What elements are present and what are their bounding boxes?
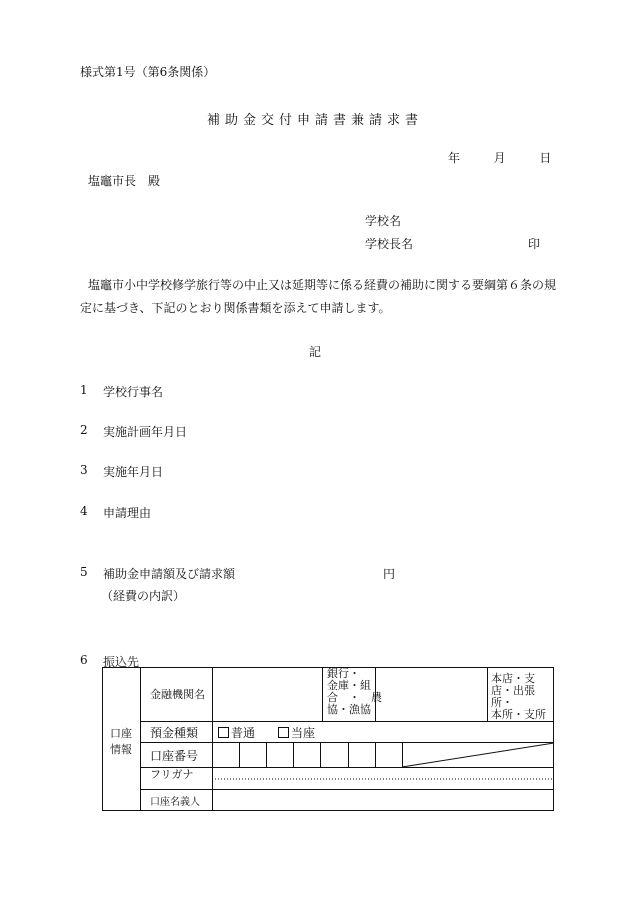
expense-breakdown-label: （経費の内訳） [101, 589, 186, 603]
item-number: 6 [80, 653, 88, 667]
deposit-option-checking[interactable]: 当座 [278, 722, 315, 742]
date-month: 月 [493, 151, 506, 165]
body-text-line-2: 定に基づき、下記のとおり関係書類を添えて申請します。 [80, 301, 391, 315]
item-number: 2 [80, 423, 88, 437]
item-event-name: 学校行事名 [103, 385, 164, 399]
deposit-option-regular[interactable]: 普通 [218, 722, 255, 742]
branch-name-field[interactable] [376, 667, 487, 721]
item-planned-date: 実施計画年月日 [103, 425, 188, 439]
item-amount: 補助金申請額及び請求額 [103, 567, 236, 581]
branch-type-options: 本店・支 店・出張所・ 本所・支所 [491, 672, 546, 721]
account-holder-field[interactable] [213, 790, 553, 810]
bank-name-field[interactable] [213, 667, 322, 721]
date-line [448, 149, 551, 166]
school-name-label: 学校名 [365, 214, 402, 228]
bank-name-label: 金融機関名 [150, 688, 205, 701]
addressee: 塩竈市長 殿 [88, 174, 161, 188]
item-actual-date: 実施年月日 [103, 465, 164, 479]
account-holder-label: 口座名義人 [150, 796, 200, 808]
item-number: 3 [80, 463, 88, 477]
account-number-label: 口座番号 [150, 748, 199, 763]
document-title: 補助金交付申請書兼請求書 [206, 113, 423, 128]
date-year: 年 [448, 151, 461, 165]
principal-name-label: 学校長名 [365, 237, 414, 251]
account-info-table [102, 667, 554, 811]
date-day: 日 [539, 151, 552, 165]
item-reason: 申請理由 [103, 506, 152, 520]
item-number: 5 [80, 565, 88, 579]
form-number: 様式第1号（第6条関係） [80, 65, 216, 79]
deposit-type-label: 預金種類 [150, 725, 199, 740]
furigana-label: フリガナ [150, 767, 194, 781]
item-number: 4 [80, 504, 88, 518]
account-section-label-1: 口座 [110, 727, 132, 740]
yen-unit: 円 [383, 567, 396, 581]
ki-heading: 記 [309, 345, 322, 359]
account-number-field[interactable] [213, 743, 403, 767]
bank-type-options: 銀行・ 金庫・組 合 ・ 農 協・漁協 [327, 667, 382, 716]
furigana-field[interactable] [213, 768, 553, 779]
checkbox-icon[interactable] [278, 727, 289, 738]
account-section-label-2: 情報 [110, 743, 132, 756]
item-transfer-account: 振込先 [103, 655, 140, 669]
checkbox-icon[interactable] [218, 727, 229, 738]
item-number: 1 [80, 383, 88, 397]
seal-mark: 印 [528, 237, 541, 251]
body-text-line-1: 塩竈市小中学校修学旅行等の中止又は延期等に係る経費の補助に関する要綱第６条の規 [88, 278, 557, 292]
